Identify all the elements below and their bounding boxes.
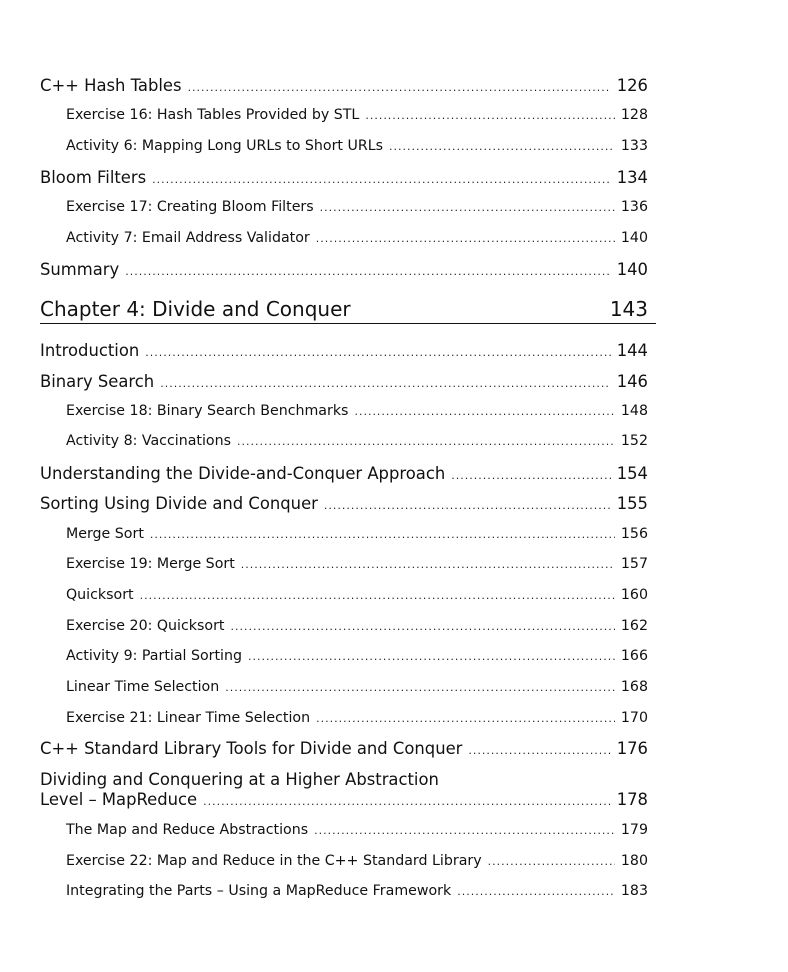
toc-entry-exercise-18[interactable] bbox=[66, 403, 648, 419]
dot-leader bbox=[230, 620, 614, 633]
dot-leader bbox=[389, 140, 615, 153]
toc-entry-title: C++ Standard Library Tools for Divide and Conquer bbox=[40, 739, 463, 758]
toc-entry-page: 176 bbox=[616, 739, 648, 758]
toc-entry-page: 146 bbox=[616, 372, 648, 391]
toc-entry-title: Exercise 16: Hash Tables Provided by STL bbox=[66, 107, 360, 123]
chapter-page: 143 bbox=[609, 297, 648, 321]
dot-leader bbox=[468, 744, 610, 757]
toc-entry-title: Activity 7: Email Address Validator bbox=[66, 230, 310, 246]
toc-entry-merge-sort[interactable] bbox=[66, 526, 648, 542]
dot-leader bbox=[451, 469, 610, 482]
toc-entry-sorting[interactable] bbox=[40, 494, 648, 513]
toc-entry-page: 183 bbox=[620, 883, 648, 899]
dot-leader bbox=[320, 201, 615, 214]
toc-entry-page: 162 bbox=[620, 618, 648, 634]
toc-entry-binary-search[interactable] bbox=[40, 372, 648, 391]
toc-entry-title: Bloom Filters bbox=[40, 168, 147, 187]
toc-entry-map-reduce-abstractions[interactable] bbox=[66, 822, 648, 838]
toc-entry-quicksort[interactable] bbox=[66, 587, 648, 603]
table-of-contents bbox=[40, 0, 656, 972]
toc-entry-page: 156 bbox=[620, 526, 648, 542]
toc-entry-summary[interactable] bbox=[40, 260, 648, 279]
toc-entry-title: Activity 6: Mapping Long URLs to Short URLs bbox=[66, 138, 384, 154]
toc-entry-title: Understanding the Divide-and-Conquer Approach bbox=[40, 464, 446, 483]
toc-entry-linear-time-selection[interactable] bbox=[66, 679, 648, 695]
dot-leader bbox=[354, 405, 614, 418]
toc-entry-exercise-17[interactable] bbox=[66, 199, 648, 215]
toc-entry-page: 168 bbox=[620, 679, 648, 695]
toc-entry-title: Sorting Using Divide and Conquer bbox=[40, 494, 318, 513]
toc-entry-title: Binary Search bbox=[40, 372, 155, 391]
dot-leader bbox=[203, 792, 611, 812]
dot-leader bbox=[145, 346, 610, 359]
toc-entry-title: Exercise 18: Binary Search Benchmarks bbox=[66, 403, 349, 419]
toc-entry-exercise-22[interactable] bbox=[66, 853, 648, 869]
toc-entry-title: Merge Sort bbox=[66, 526, 144, 542]
toc-entry-page: 180 bbox=[620, 853, 648, 869]
toc-entry-page: 144 bbox=[616, 341, 648, 360]
chapter-heading[interactable] bbox=[40, 297, 656, 324]
toc-entry-title: Quicksort bbox=[66, 587, 134, 603]
toc-entry-page: 136 bbox=[620, 199, 648, 215]
dot-leader bbox=[457, 885, 615, 898]
toc-entry-introduction[interactable] bbox=[40, 341, 648, 360]
toc-entry-activity-8[interactable] bbox=[66, 433, 648, 449]
toc-entry-page: 166 bbox=[620, 648, 648, 664]
dot-leader bbox=[160, 377, 611, 390]
toc-entry-page: 134 bbox=[616, 168, 648, 187]
toc-entry-page: 126 bbox=[616, 76, 648, 95]
toc-entry-page: 157 bbox=[620, 556, 648, 572]
toc-entry-exercise-19[interactable] bbox=[66, 556, 648, 572]
dot-leader bbox=[237, 435, 615, 448]
toc-entry-page: 170 bbox=[620, 710, 648, 726]
toc-entry-page: 148 bbox=[620, 403, 648, 419]
dot-leader bbox=[365, 109, 615, 122]
dot-leader bbox=[241, 558, 615, 571]
toc-entry-activity-7[interactable] bbox=[66, 230, 648, 246]
dot-leader bbox=[316, 232, 615, 245]
toc-entry-title: Activity 9: Partial Sorting bbox=[66, 648, 242, 664]
toc-entry-page: 160 bbox=[620, 587, 648, 603]
toc-entry-title: The Map and Reduce Abstractions bbox=[66, 822, 309, 838]
toc-entry-title: Summary bbox=[40, 260, 120, 279]
toc-entry-page: 128 bbox=[620, 107, 648, 123]
toc-entry-page: 178 bbox=[616, 790, 648, 809]
toc-entry-mapreduce[interactable] bbox=[40, 770, 648, 812]
dot-leader bbox=[488, 855, 615, 868]
toc-entry-title: Integrating the Parts – Using a MapReduce Framework bbox=[66, 883, 452, 899]
toc-entry-title: Activity 8: Vaccinations bbox=[66, 433, 231, 449]
dot-leader bbox=[150, 528, 615, 541]
dot-leader bbox=[324, 499, 611, 512]
dot-leader bbox=[152, 173, 611, 186]
toc-entry-page: 140 bbox=[616, 260, 648, 279]
toc-entry-bloom-filters[interactable] bbox=[40, 168, 648, 187]
toc-entry-title-line1: Dividing and Conquering at a Higher Abstraction bbox=[40, 770, 439, 789]
toc-entry-title: Exercise 17: Creating Bloom Filters bbox=[66, 199, 314, 215]
toc-entry-integrating-parts[interactable] bbox=[66, 883, 648, 899]
dot-leader bbox=[188, 81, 611, 94]
toc-entry-exercise-16[interactable] bbox=[66, 107, 648, 123]
toc-entry-page: 140 bbox=[620, 230, 648, 246]
toc-entry-title: C++ Hash Tables bbox=[40, 76, 182, 95]
toc-entry-title: Exercise 21: Linear Time Selection bbox=[66, 710, 311, 726]
dot-leader bbox=[225, 681, 615, 694]
toc-entry-activity-9[interactable] bbox=[66, 648, 648, 664]
dot-leader bbox=[248, 650, 615, 663]
toc-entry-page: 133 bbox=[620, 138, 648, 154]
toc-entry-title: Exercise 22: Map and Reduce in the C++ Standard Library bbox=[66, 853, 482, 869]
toc-entry-std-library-tools[interactable] bbox=[40, 739, 648, 758]
toc-entry-title: Exercise 19: Merge Sort bbox=[66, 556, 235, 572]
toc-entry-title-line2: Level – MapReduce bbox=[40, 790, 198, 809]
toc-entry-page: 179 bbox=[620, 822, 648, 838]
dot-leader bbox=[316, 712, 615, 725]
toc-entry-line2 bbox=[40, 790, 648, 812]
toc-entry-title: Introduction bbox=[40, 341, 140, 360]
toc-entry-page: 152 bbox=[620, 433, 648, 449]
toc-entry-activity-6[interactable] bbox=[66, 138, 648, 154]
chapter-title: Chapter 4: Divide and Conquer bbox=[40, 297, 351, 321]
dot-leader bbox=[125, 265, 610, 278]
dot-leader bbox=[314, 824, 615, 837]
toc-entry-page: 155 bbox=[616, 494, 648, 513]
dot-leader bbox=[140, 589, 615, 602]
toc-entry-title: Linear Time Selection bbox=[66, 679, 220, 695]
toc-entry-title: Exercise 20: Quicksort bbox=[66, 618, 225, 634]
toc-entry-exercise-21[interactable] bbox=[66, 710, 648, 726]
toc-entry-page: 154 bbox=[616, 464, 648, 483]
toc-entry-divide-and-conquer-approach[interactable] bbox=[40, 464, 648, 483]
toc-entry-hash-tables[interactable] bbox=[40, 76, 648, 95]
toc-entry-exercise-20[interactable] bbox=[66, 618, 648, 634]
